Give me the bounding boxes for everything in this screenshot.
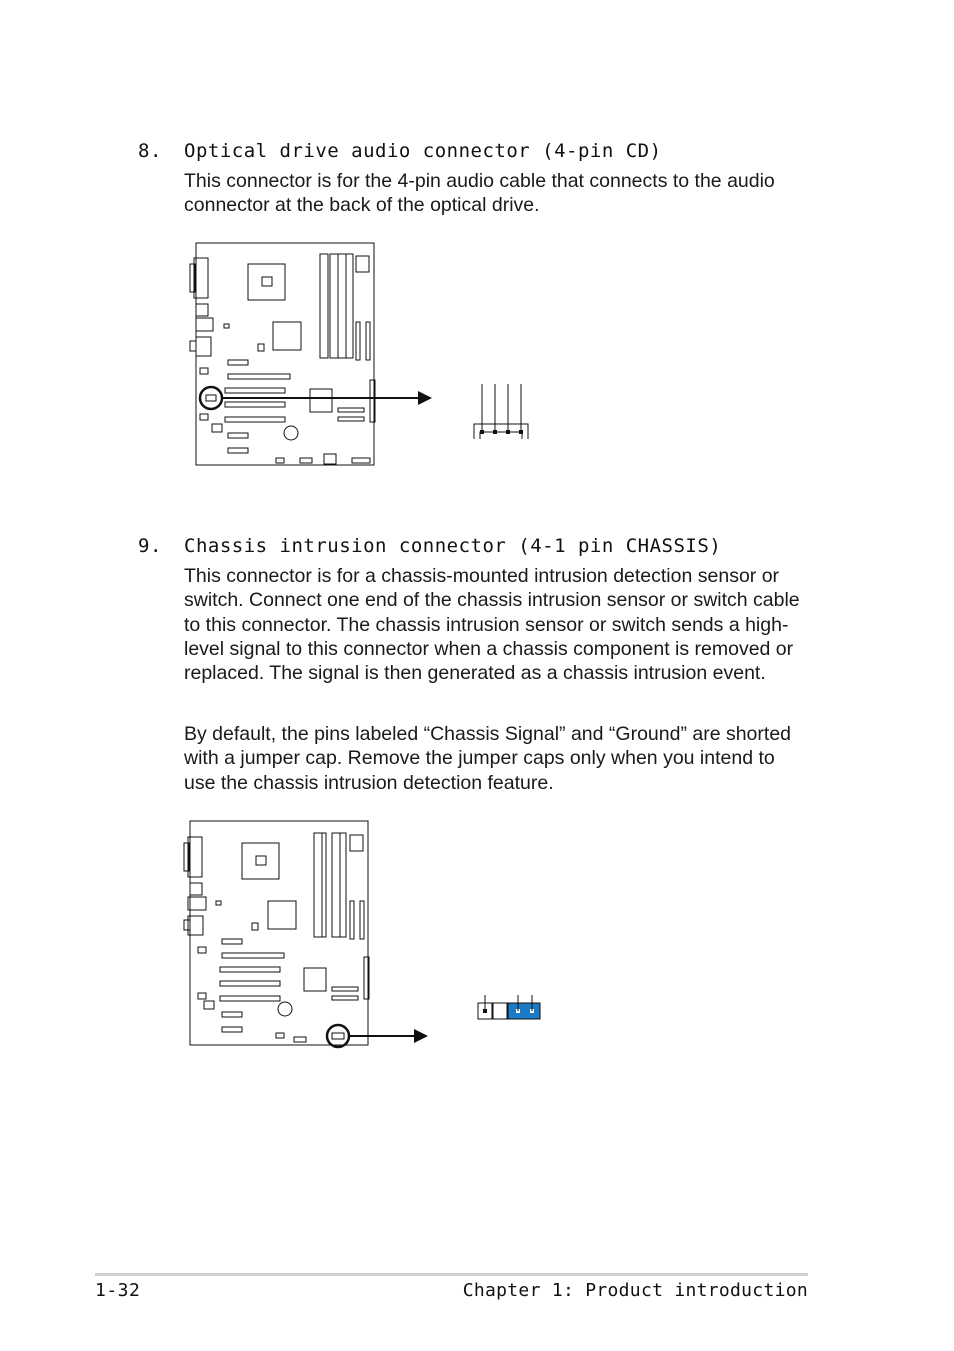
page-number: 1-32 (95, 1280, 141, 1301)
section-8-title: Optical drive audio connector (4-pin CD) (184, 140, 662, 162)
section-9-body-1: This connector is for a chassis-mounted intrusion detection sensor or switch. Connect one end of the chassis intrusion sensor or switch cable to this connector. The chassis intrusion sensor or switch sends a high-level signal to this connector when a chassis component is removed or replaced. The signal is then generated as a chassis intrusion event. (184, 565, 800, 685)
arrow-head (418, 391, 432, 405)
chassis-connector-motherboard-diagram (180, 815, 560, 1055)
footer-rule (95, 1273, 808, 1276)
cd-connector-highlight (200, 387, 222, 409)
chassis-connector-highlight (327, 1025, 349, 1047)
section-9-body-2: By default, the pins labeled “Chassis Signal” and “Ground” are shorted with a jumper cap. Remove the jumper caps only when you intend to use the chassis intrusion detection feature. (184, 723, 792, 794)
section-8-number: 8. (138, 140, 162, 162)
section-8-heading (138, 140, 662, 162)
chassis-4-1pin-header (478, 995, 540, 1019)
section-8-body: This connector is for the 4-pin audio cable that connects to the audio connector at the back of the optical drive. (184, 170, 775, 217)
section-9-heading (138, 535, 721, 557)
jumper-cap (508, 1003, 540, 1019)
cd-connector-motherboard-diagram (180, 236, 560, 476)
arrow-head (414, 1029, 428, 1043)
chapter-title: Chapter 1: Product introduction (462, 1280, 808, 1301)
section-9-number: 9. (138, 535, 162, 557)
section-9-title: Chassis intrusion connector (4-1 pin CHASSIS) (184, 535, 722, 557)
